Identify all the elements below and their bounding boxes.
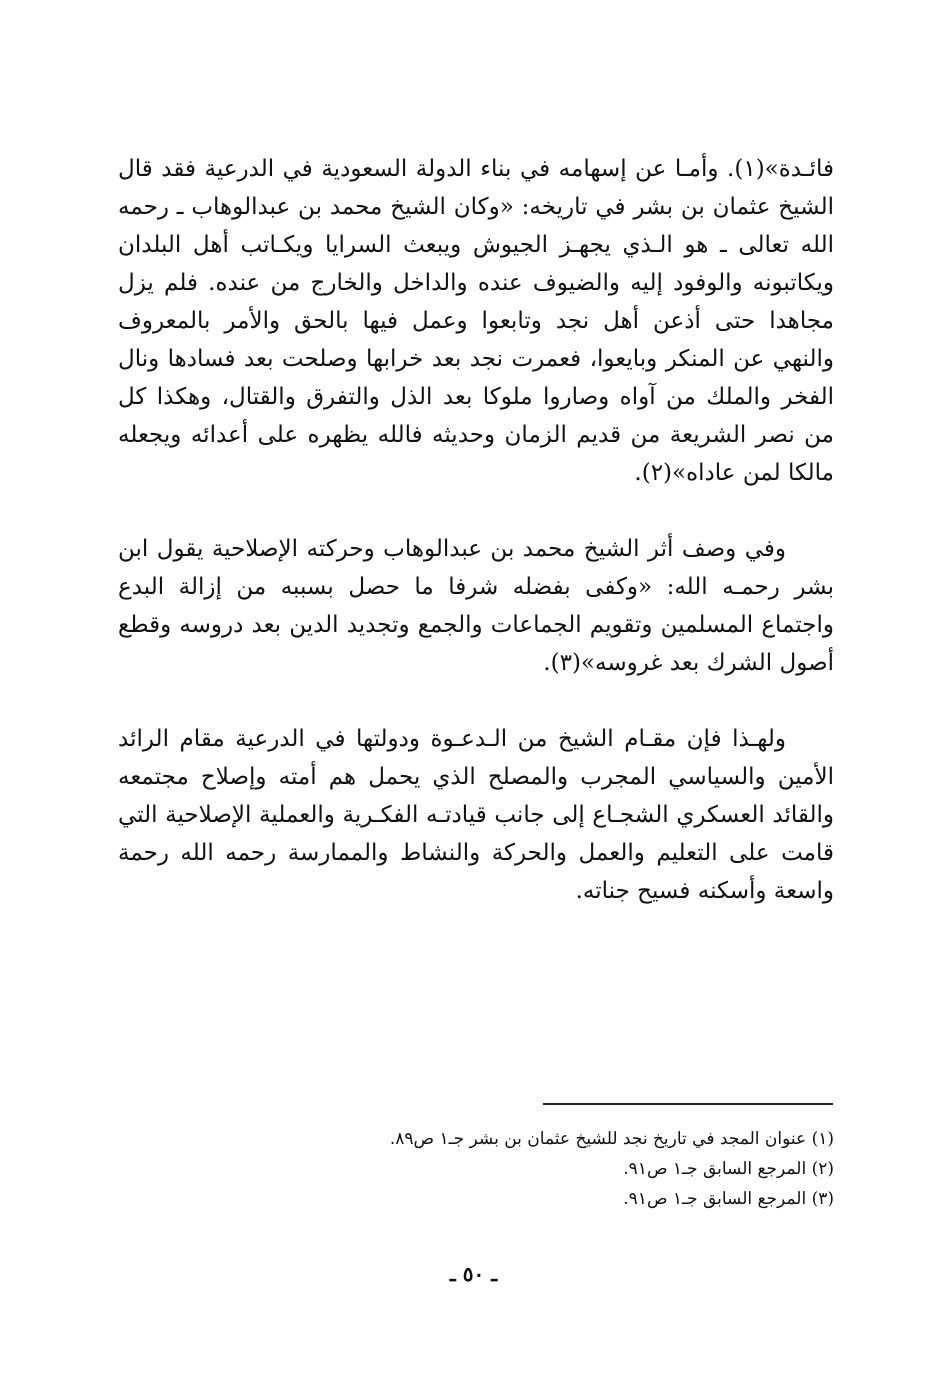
paragraph-3: ولهـذا فإن مقـام الشيخ من الـدعـوة ودولتها في الدرعية مقام الرائد الأمين والسياسي المجرب والمصلح الذي يحمل هم أمته وإصلاح مجتمعه والقائد العسكري الشجـاع إلى جانب قيادتـه الفكـرية والعملية الإصلاحية التي قامت على التعليم والعمل والحركة والنشاط والممارسة رحمه الله رحمة واسعة وأسكنه فسيح جناته. xyxy=(118,726,834,904)
paragraph-1: فائـدة»(١). وأمـا عن إسهامه في بناء الدولة السعودية في الدرعية فقد قال الشيخ عثمان بن بشر في تاريخه: «وكان الشيخ محمد بن عبدالوهاب ـ رحمه الله تعالى ـ هو الـذي يجهـز الجيوش ويبعث السرايا ويكـاتب أهل البلدان ويكاتبونه والوفود إليه والضيوف عنده والداخل والخارج من عنده. فلم يزل مجاهدا حتى أذعن أهل نجد وتابعوا وعمل فيها بالحق والأمر بالمعروف والنهي عن المنكر وبايعوا، فعمرت نجد بعد خرابها وصلحت بعد فسادها ونال الفخر والملك من آواه وصاروا ملوكا بعد الذل والتفرق والقتال، وهكذا كل من نصر الشريعة من قديم الزمان وحديثه فالله يظهره على أعدائه ويجعله مالكا لمن عاداه»(٢). xyxy=(118,156,834,486)
footnote-1: (١) عنوان المجد في تاريخ نجد للشيخ عثمان بن بشر جـ١ ص٨٩. xyxy=(389,1129,834,1149)
footnotes xyxy=(300,1124,834,1214)
page-number: ـ ٥٠ ـ xyxy=(449,1262,498,1286)
paragraph-2: وفي وصف أثر الشيخ محمد بن عبدالوهاب وحركته الإصلاحية يقول ابن بشر رحمـه الله: «وكفى بفضله شرفا ما حصل بسببه من إزالة البدع واجتماع المسلمين وتقويم الجماعات والجمع وتجديد الدين بعد دروسه وقطع أصول الشرك بعد غروسه»(٣). xyxy=(118,536,834,676)
body-text xyxy=(118,150,834,948)
footnote-3: (٣) المرجع السابق جـ١ ص٩١. xyxy=(623,1189,834,1209)
footnote-divider xyxy=(543,1103,833,1105)
footnote-2: (٢) المرجع السابق جـ١ ص٩١. xyxy=(623,1159,834,1179)
